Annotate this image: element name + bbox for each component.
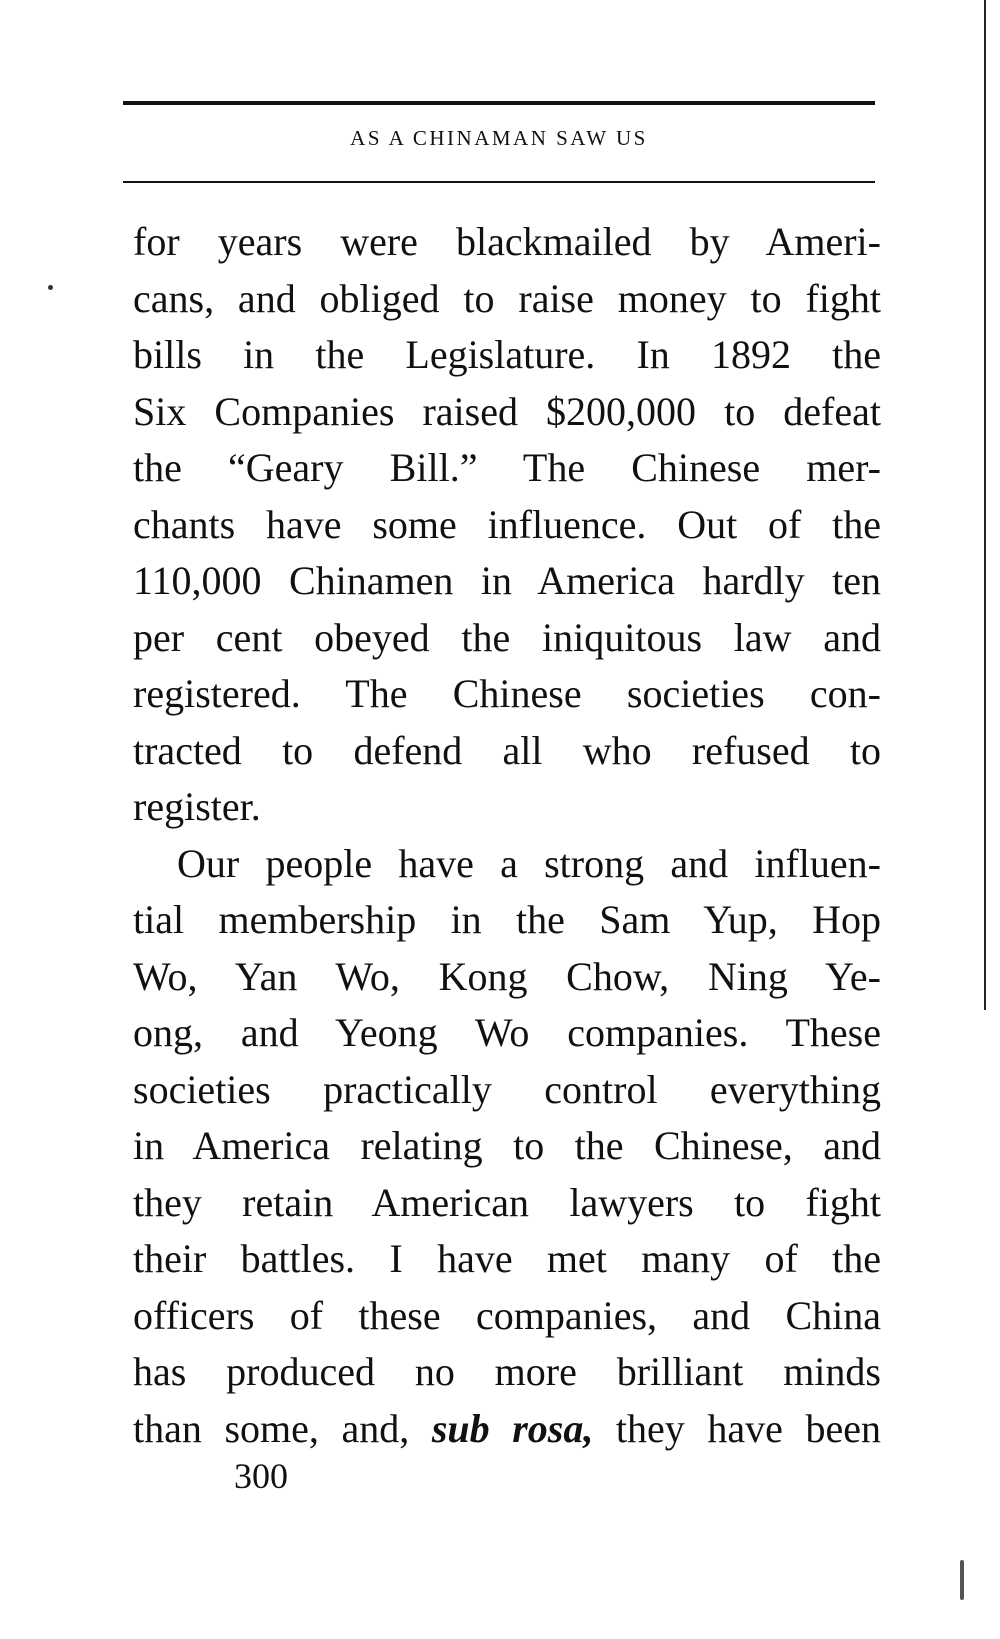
text-line: cans, and obliged to raise money to fight — [133, 275, 881, 321]
paragraph-start-line: Our people have a strong and influen- — [177, 840, 881, 886]
text-line: tracted to defend all who refused to — [133, 727, 881, 773]
scan-speck — [960, 1560, 964, 1600]
text-line: for years were blackmailed by Ameri- — [133, 219, 881, 264]
running-header: AS A CHINAMAN SAW US — [350, 126, 648, 150]
scan-speck — [48, 285, 53, 290]
text-line: has produced no more brilliant minds — [133, 1349, 881, 1394]
text-line: tial membership in the Sam Yup, Hop — [133, 897, 881, 942]
paragraph-end-line: register. — [133, 784, 261, 829]
header-rule-top — [123, 101, 875, 105]
final-line-after: they have been — [593, 1405, 881, 1451]
scan-edge-line — [984, 0, 986, 1010]
text-line: the “Geary Bill.” The Chinese mer- — [133, 445, 881, 490]
text-line: Six Companies raised $200,000 to defeat — [133, 388, 881, 434]
final-line-before: than some, and, — [133, 1405, 432, 1451]
text-line: in America relating to the Chinese, and — [133, 1123, 881, 1168]
body-text — [133, 214, 881, 1457]
text-line: Wo, Yan Wo, Kong Chow, Ning Ye- — [133, 953, 881, 999]
text-line: 110,000 Chinamen in America hardly ten — [133, 558, 881, 603]
text-line: ong, and Yeong Wo companies. These — [133, 1010, 881, 1055]
text-line: they retain American lawyers to fight — [133, 1179, 881, 1225]
text-line: officers of these companies, and China — [133, 1292, 881, 1338]
text-line: chants have some influence. Out of the — [133, 501, 881, 547]
text-line-final — [133, 1401, 881, 1458]
text-line: their battles. I have met many of the — [133, 1236, 881, 1281]
text-line: per cent obeyed the iniquitous law and — [133, 614, 881, 660]
text-line: societies practically control everything — [133, 1066, 881, 1112]
text-line: registered. The Chinese societies con- — [133, 671, 881, 716]
italic-phrase: sub rosa, — [431, 1405, 594, 1451]
text-line: bills in the Legislature. In 1892 the — [133, 332, 881, 377]
header-rule-bottom — [123, 181, 875, 183]
page-number: 300 — [234, 1456, 288, 1496]
